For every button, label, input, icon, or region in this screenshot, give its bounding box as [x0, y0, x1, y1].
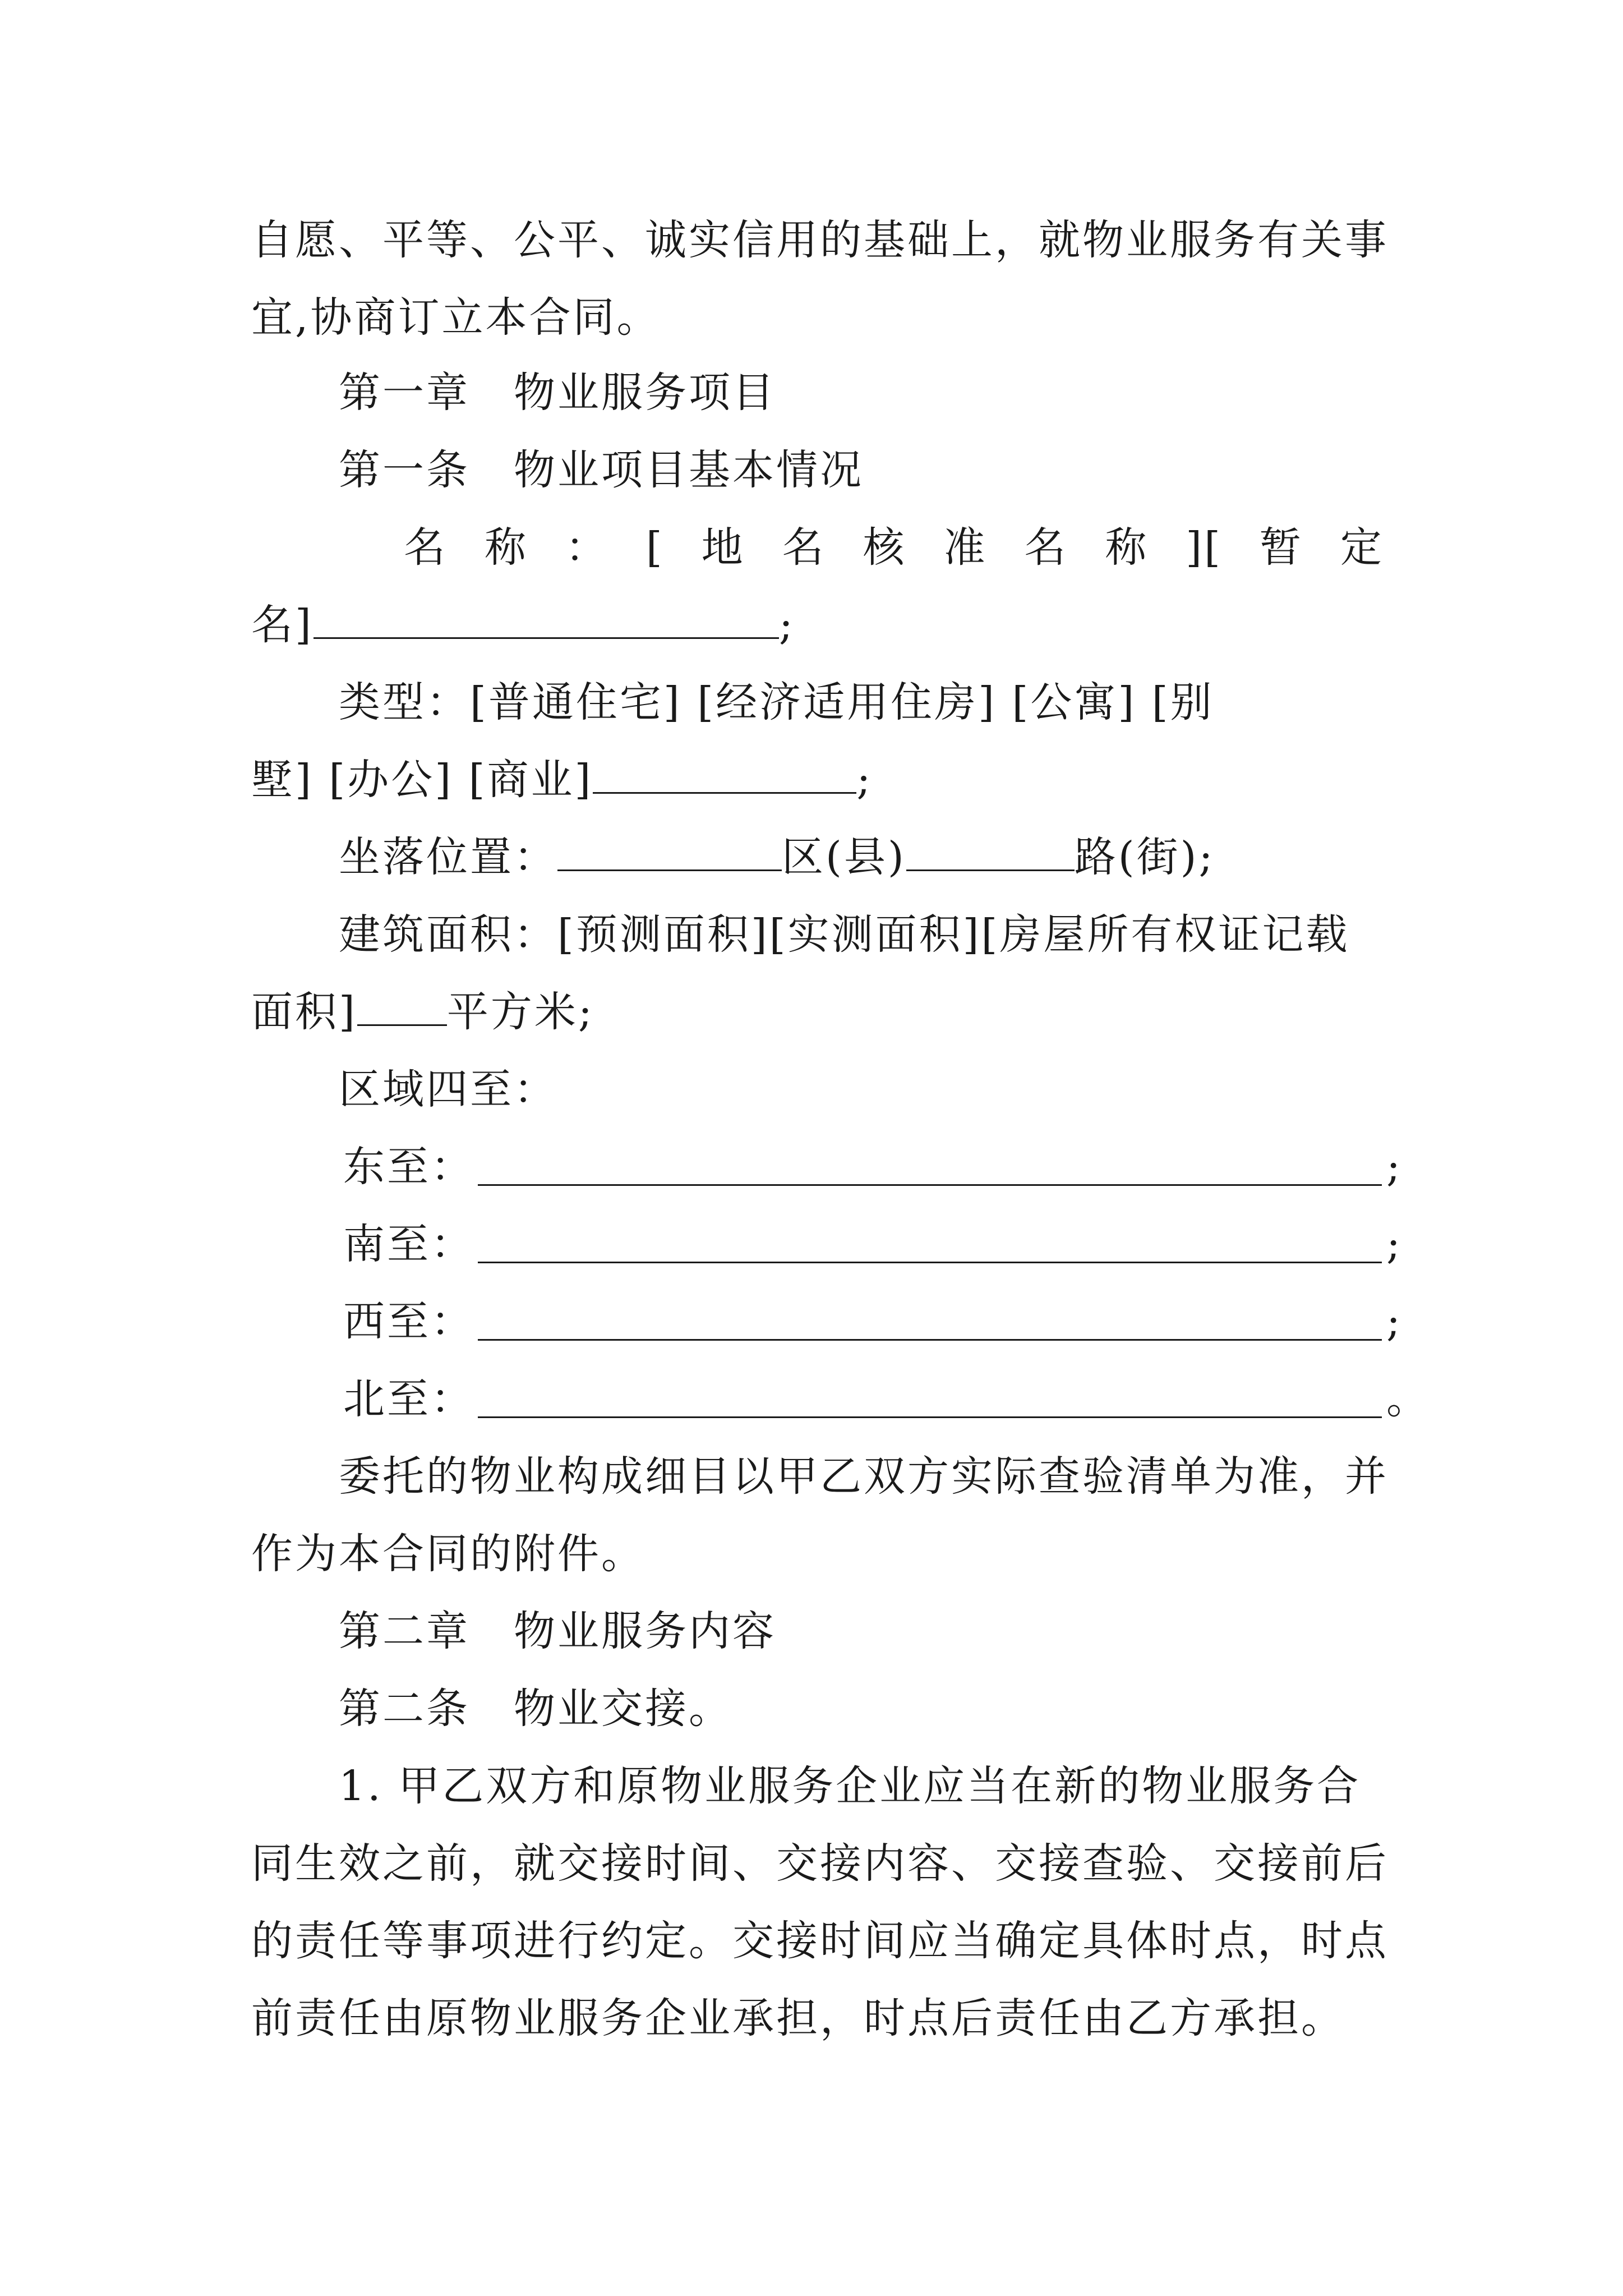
- name-token: [: [645, 523, 665, 572]
- boundary-blank: [478, 1303, 1382, 1341]
- chapter-2-heading: 第二章 物业服务内容: [339, 1607, 776, 1655]
- boundary-east: [343, 1139, 1409, 1195]
- type-prefix: 墅] [办公] [商业]: [251, 756, 593, 804]
- location-blank-2: [906, 834, 1075, 871]
- name-prefix: 名]: [251, 601, 313, 649]
- name-blank: [313, 601, 779, 639]
- boundary-end: 。: [1386, 1375, 1430, 1423]
- name-token: 准: [943, 523, 988, 572]
- boundary-label: 南至：: [343, 1220, 474, 1268]
- name-token: 名: [404, 523, 448, 572]
- location-road: 路(街);: [1074, 833, 1215, 881]
- boundary-label: 东至：: [343, 1143, 474, 1191]
- location-line: [339, 829, 1384, 885]
- paragraph-intro-line-2: 宜,协商订立本合同。: [251, 293, 661, 342]
- boundary-blank: [478, 1148, 1382, 1186]
- type-line-2: [251, 752, 1384, 808]
- paragraph-handover-line-2: 同生效之前，就交接时间、交接内容、交接查验、交接前后: [251, 1839, 1389, 1888]
- article-1-heading: 第一条 物业项目基本情况: [339, 446, 864, 494]
- type-line-1: 类型：[普通住宅] [经济适用住房] [公寓] [别: [339, 678, 1214, 726]
- boundary-south: [343, 1216, 1409, 1272]
- boundary-label: 西至：: [343, 1297, 474, 1346]
- boundary-label: 北至：: [343, 1375, 474, 1423]
- chapter-1-heading: 第一章 物业服务项目: [339, 369, 776, 417]
- location-district: 区(县): [782, 833, 906, 881]
- area-prefix: 面积]: [251, 988, 357, 1036]
- name-token: 称: [484, 523, 528, 572]
- boundary-blank: [478, 1381, 1382, 1418]
- article-2-heading: 第二条 物业交接。: [339, 1685, 732, 1733]
- boundary-blank: [478, 1226, 1382, 1263]
- boundaries-title: 区域四至：: [339, 1065, 557, 1114]
- name-token: 地: [701, 523, 745, 572]
- boundary-end: ;: [1386, 1143, 1403, 1191]
- area-line-1: 建筑面积：[预测面积][实测面积][房屋所有权证记载: [339, 910, 1350, 959]
- name-line-2: [251, 597, 1384, 653]
- name-token: 定: [1340, 523, 1384, 572]
- location-blank-1: [557, 834, 782, 871]
- name-suffix: ;: [778, 601, 795, 649]
- name-line-1: [404, 519, 1384, 576]
- boundary-end: ;: [1386, 1220, 1403, 1268]
- boundary-north: [343, 1371, 1430, 1427]
- paragraph-intro-line-1: 自愿、平等、公平、诚实信用的基础上，就物业服务有关事: [251, 216, 1389, 264]
- name-token: ][: [1186, 523, 1223, 572]
- name-token: 称: [1105, 523, 1149, 572]
- name-token: 名: [1024, 523, 1068, 572]
- paragraph-handover-line-4: 前责任由原物业服务企业承担，时点后责任由乙方承担。: [251, 1994, 1345, 2042]
- paragraph-handover-line-3: 的责任等事项进行约定。交接时间应当确定具体时点，时点: [251, 1917, 1389, 1965]
- name-token: 暂: [1259, 523, 1303, 572]
- name-token: ：: [565, 523, 609, 572]
- paragraph-inventory-line-1: 委托的物业构成细目以甲乙双方实际查验清单为准，并: [339, 1452, 1389, 1501]
- type-blank: [593, 756, 856, 794]
- paragraph-handover-line-1: 1. 甲乙双方和原物业服务企业应当在新的物业服务合: [339, 1762, 1361, 1810]
- boundary-end: ;: [1386, 1297, 1403, 1346]
- area-blank: [357, 988, 447, 1026]
- type-suffix: ;: [856, 756, 873, 804]
- boundary-west: [343, 1294, 1409, 1350]
- name-token: 名: [782, 523, 826, 572]
- area-line-2: [251, 984, 1384, 1040]
- name-token: 核: [863, 523, 907, 572]
- area-suffix: 平方米;: [446, 988, 594, 1036]
- location-prefix: 坐落位置：: [339, 833, 557, 881]
- paragraph-inventory-line-2: 作为本合同的附件。: [251, 1530, 645, 1578]
